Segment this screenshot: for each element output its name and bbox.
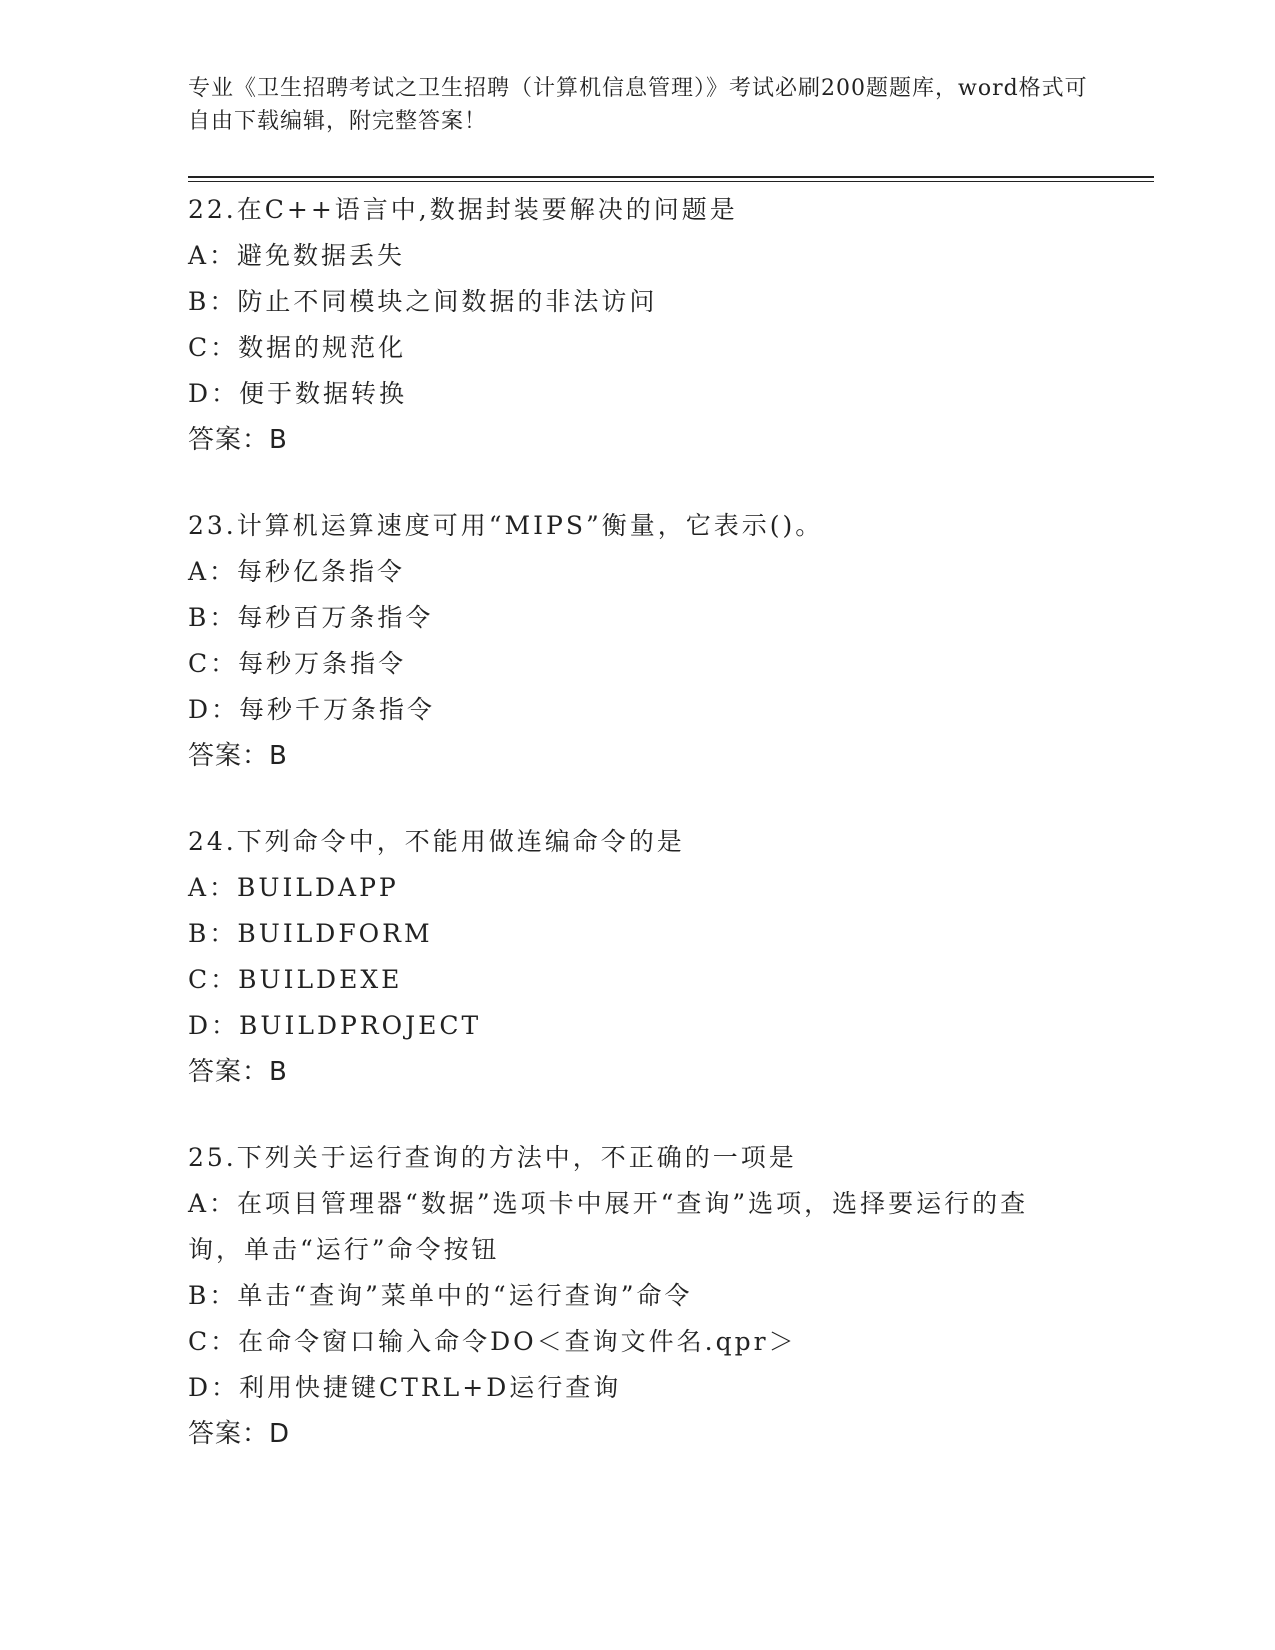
option-b: B：BUILDFORM [188,919,433,948]
option-d: D：便于数据转换 [188,379,408,408]
question-22 [188,187,1088,463]
option-a: A：在项目管理器“数据”选项卡中展开“查询”选项，选择要运行的查询，单击“运行”命令按钮 [188,1189,1029,1264]
question-stem: 22.在C++语言中,数据封装要解决的问题是 [188,195,738,224]
answer-line: 答案：B [188,741,288,771]
option-a: A：每秒亿条指令 [188,557,406,586]
answer-line: 答案：D [188,1419,291,1449]
option-b: B：每秒百万条指令 [188,603,434,632]
option-d: D：BUILDPROJECT [188,1011,482,1040]
question-stem: 24.下列命令中，不能用做连编命令的是 [188,827,685,856]
option-a: A：避免数据丢失 [188,241,406,270]
question-stem: 23.计算机运算速度可用“MIPS”衡量，它表示()。 [188,511,824,540]
option-d: D：利用快捷键CTRL+D运行查询 [188,1373,622,1402]
question-25 [188,1135,1088,1457]
option-c: C：数据的规范化 [188,333,407,362]
option-d: D：每秒千万条指令 [188,695,436,724]
question-23 [188,503,1088,779]
header-divider-top [188,176,1154,178]
question-24 [188,819,1088,1095]
option-b: B：防止不同模块之间数据的非法访问 [188,287,658,316]
option-a: A：BUILDAPP [188,873,399,902]
option-b: B：单击“查询”菜单中的“运行查询”命令 [188,1281,693,1310]
question-stem: 25.下列关于运行查询的方法中，不正确的一项是 [188,1143,797,1172]
answer-line: 答案：B [188,425,288,455]
option-c: C：每秒万条指令 [188,649,407,678]
header-divider-bottom [188,181,1154,182]
document-header: 专业《卫生招聘考试之卫生招聘（计算机信息管理）》考试必刷200题题库，word格式可自由下载编辑，附完整答案！ [188,76,1088,134]
answer-line: 答案：B [188,1057,288,1087]
option-c: C：在命令窗口输入命令DO＜查询文件名.qpr＞ [188,1327,797,1356]
option-c: C：BUILDEXE [188,965,403,994]
